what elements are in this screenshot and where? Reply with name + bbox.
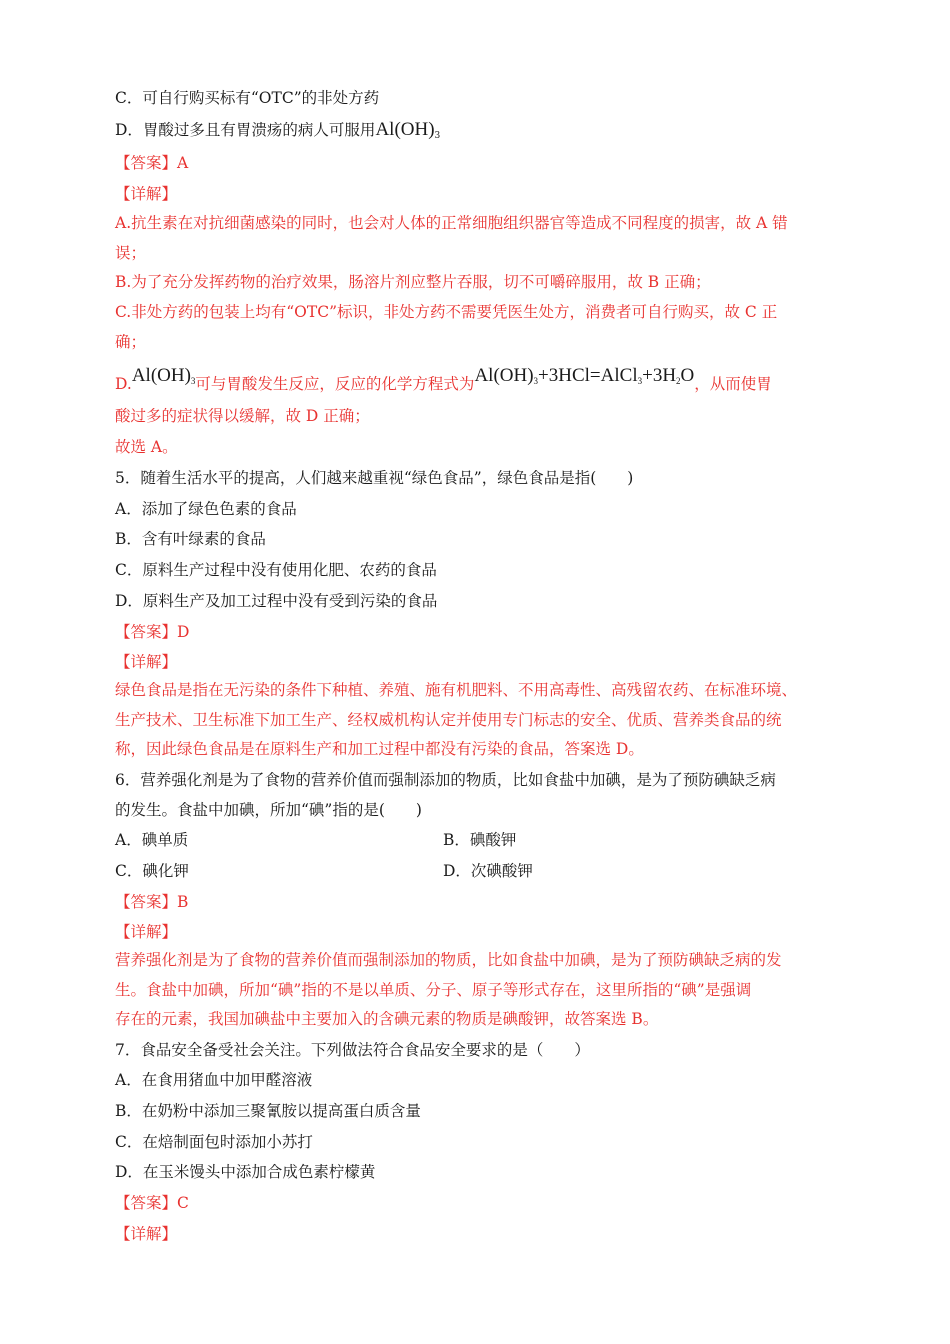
q4-explain-c-line1: C.非处方药的包装上均有“OTC”标识，非处方药不需要凭医生处方，消费者可自行购买，故 C 正 (115, 303, 778, 321)
q4-explain-b: B.为了充分发挥药物的治疗效果，肠溶片剂应整片吞服，切不可嚼碎服用，故 B 正确； (115, 273, 711, 291)
q4-conclusion: 故选 A。 (115, 438, 178, 456)
q7-option-b: B．在奶粉中添加三聚氰胺以提高蛋白质含量 (115, 1102, 421, 1120)
q4-option-d-text: D．胃酸过多且有胃溃疡的病人可服用 (115, 121, 376, 139)
q5-explain-line1: 绿色食品是指在无污染的条件下种植、养殖、施有机肥料、不用高毒性、高残留农药、在标准环境、 (115, 681, 798, 699)
q6-answer: 【答案】B (115, 893, 189, 911)
q5-option-c: C．原料生产过程中没有使用化肥、农药的食品 (115, 561, 437, 579)
q7-stem: 7．食品安全备受社会关注。下列做法符合食品安全要求的是（ ） (115, 1041, 590, 1059)
q4-explain-d-suffix: ，从而使胃 (694, 375, 772, 393)
q4-option-d (115, 120, 440, 146)
q4-option-d-sub: 3 (434, 131, 441, 141)
q7-option-c: C．在焙制面包时添加小苏打 (115, 1133, 313, 1151)
q5-stem: 5．随着生活水平的提高，人们越来越重视“绿色食品”，绿色食品是指( ) (115, 469, 634, 487)
q7-option-a: A．在食用猪血中加甲醛溶液 (115, 1071, 313, 1089)
q4-explain-c-line2: 确； (115, 333, 147, 351)
q5-explain-line3: 称，因此绿色食品是在原料生产和加工过程中都没有污染的食品，答案选 D。 (115, 740, 644, 758)
q7-option-d: D．在玉米馒头中添加合成色素柠檬黄 (115, 1163, 376, 1181)
q4-option-d-formula: Al(OH) (375, 119, 435, 140)
q5-option-d: D．原料生产及加工过程中没有受到污染的食品 (115, 592, 438, 610)
q5-detail-label: 【详解】 (115, 653, 178, 671)
q7-answer: 【答案】C (115, 1194, 189, 1212)
q6-explain-line2: 生。食盐中加碘，所加“碘”指的不是以单质、分子、原子等形式存在，这里所指的“碘”是强调 (115, 981, 752, 999)
q6-option-d: D．次碘酸钾 (443, 862, 533, 880)
q6-detail-label: 【详解】 (115, 923, 178, 941)
q6-option-c: C．碘化钾 (115, 862, 189, 880)
q5-option-b: B．含有叶绿素的食品 (115, 530, 266, 548)
q5-explain-line2: 生产技术、卫生标准下加工生产、经权威机构认定并使用专门标志的安全、优质、营养类食品的统 (115, 711, 782, 729)
q4-detail-label: 【详解】 (115, 185, 178, 203)
q6-option-b: B．碘酸钾 (443, 831, 517, 849)
q6-option-a: A．碘单质 (115, 831, 189, 849)
q4-chemical-equation: $Al(OH)_3+3HCl=AlCl_3+3H_2O$ (474, 365, 695, 386)
q7-detail-label: 【详解】 (115, 1225, 178, 1243)
q4-explain-d-line1 (115, 365, 772, 399)
q6-options-row1 (115, 830, 517, 850)
q4-explain-d-prefix: D. (115, 375, 132, 393)
q4-explain-a-line1: A.抗生素在对抗细菌感染的同时，也会对人体的正常细胞组织器官等造成不同程度的损害，故 A 错 (115, 214, 788, 232)
q6-options-row2 (115, 861, 533, 881)
q6-stem-line1: 6．营养强化剂是为了食物的营养价值而强制添加的物质，比如食盐中加碘，是为了预防碘缺乏病 (115, 771, 776, 789)
q4-explain-a-line2: 误； (115, 244, 147, 262)
q6-stem-line2: 的发生。食盐中加碘，所加“碘”指的是( ) (115, 801, 422, 819)
q5-option-a: A．添加了绿色色素的食品 (115, 500, 297, 518)
q4-explain-d-line2: 酸过多的症状得以缓解，故 D 正确； (115, 407, 370, 425)
q4-option-c: C．可自行购买标有“OTC”的非处方药 (115, 89, 380, 107)
q6-explain-line1: 营养强化剂是为了食物的营养价值而强制添加的物质，比如食盐中加碘，是为了预防碘缺乏病的发 (115, 951, 782, 969)
q4-explain-d-mid: 可与胃酸发生反应，反应的化学方程式为 (195, 375, 475, 393)
q4-answer: 【答案】A (115, 154, 189, 172)
q6-explain-line3: 存在的元素，我国加碘盐中主要加入的含碘元素的物质是碘酸钾，故答案选 B。 (115, 1010, 659, 1028)
q4-explain-d-formula: $Al(OH)_3$ (131, 365, 196, 386)
q5-answer: 【答案】D (115, 623, 190, 641)
